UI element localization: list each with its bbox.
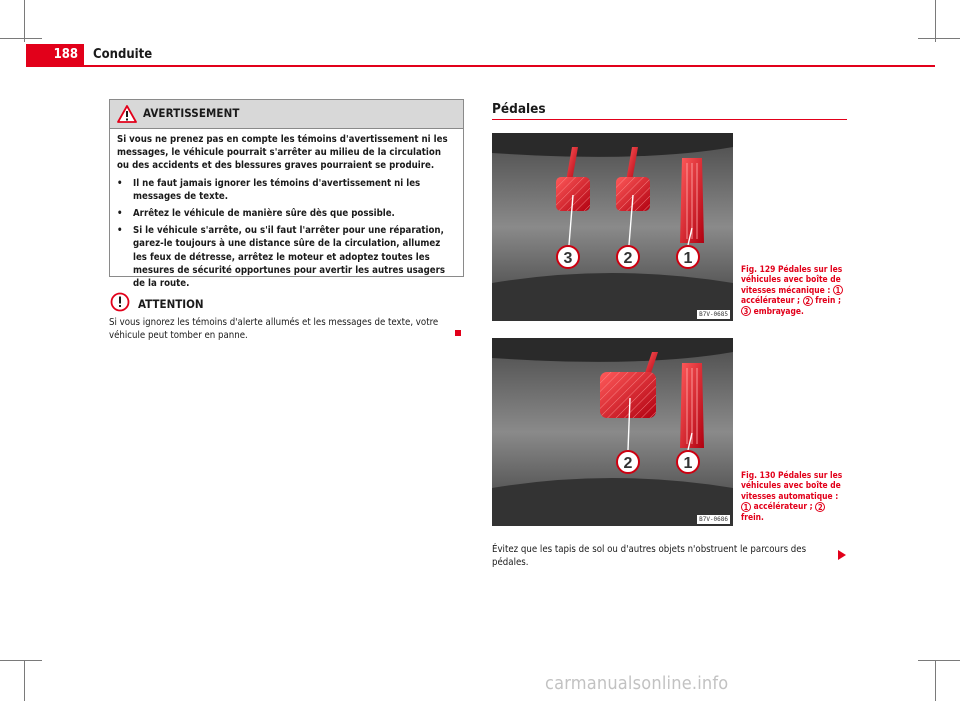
figure-caption: Fig. 129 Pédales sur les véhicules avec boîte de vitesses mécanique : 1 accélérateur ; 2 frein ; 3 embrayage. [741, 264, 843, 317]
crop-mark [24, 0, 25, 42]
header-rule [26, 65, 935, 67]
callout-number: 3 [741, 306, 751, 316]
callout-number: 1 [833, 285, 843, 295]
attention-icon [110, 292, 130, 312]
warning-body [110, 129, 463, 290]
body-text: Évitez que les tapis de sol ou d'autres objets n'obstruent le parcours des pédales. [492, 544, 807, 568]
callout-number: 1 [741, 502, 751, 512]
crop-mark [24, 660, 25, 701]
crop-mark [0, 660, 42, 661]
warning-bullet: • Si le véhicule s'arrête, ou s'il faut l'arrêter pour une réparation, garez-le toujours à une distance sûre de la circulation, allumez les feux de détresse, arrêtez le moteur et adoptez toutes les mesures de sécurité opportunes pour avertir les autres usagers de la route. [117, 225, 446, 290]
warning-intro: Si vous ne prenez pas en compte les témoins d'avertissement ni les messages, le véhicule pourrait s'arrêter au milieu de la circulation ou des accidents et des blessures graves pourraient se produire. [117, 134, 448, 172]
crop-mark [918, 38, 960, 39]
warning-bullet: • Arrêtez le véhicule de manière sûre dès que possible. [117, 208, 395, 220]
figure-manual-pedals [492, 133, 733, 321]
pedals-automatic-illustration [492, 338, 733, 526]
section-title: Pédales [492, 101, 546, 117]
crop-mark [935, 0, 936, 42]
figure-caption: Fig. 130 Pédales sur les véhicules avec boîte de vitesses automatique : 1 accélérateur ; 2 frein. [741, 470, 843, 522]
figure-label: 1 [683, 250, 693, 267]
figure-label: 2 [623, 250, 633, 267]
watermark: carmanualsonline.info [545, 673, 729, 694]
attention-text: Si vous ignorez les témoins d'alerte allumés et les messages de texte, votre véhicule peut tomber en panne. [109, 317, 439, 341]
callout-number: 2 [803, 296, 813, 306]
callout-number: 2 [815, 502, 825, 512]
figure-label: 3 [563, 250, 573, 267]
section-rule [492, 119, 847, 120]
crop-mark [935, 660, 936, 701]
attention-title: ATTENTION [138, 297, 204, 311]
warning-title: AVERTISSEMENT [143, 106, 240, 120]
continue-arrow-icon [838, 550, 846, 560]
pedals-manual-illustration [492, 133, 733, 321]
figure-label: 1 [683, 455, 693, 472]
crop-mark [918, 660, 960, 661]
warning-box [109, 99, 464, 290]
warning-header [110, 100, 463, 129]
figure-automatic-pedals [492, 338, 733, 526]
crop-mark [0, 38, 42, 39]
figure-code: B7V-0686 [699, 516, 728, 523]
chapter-title: Conduite [93, 47, 153, 62]
figure-code: B7V-0685 [699, 311, 728, 318]
warning-bullet: • Il ne faut jamais ignorer les témoins d'avertissement ni les messages de texte. [117, 177, 421, 202]
section-end-mark [455, 330, 461, 336]
page-number: 188 [26, 44, 84, 66]
warning-triangle-icon [117, 105, 137, 123]
figure-label: 2 [623, 455, 633, 472]
